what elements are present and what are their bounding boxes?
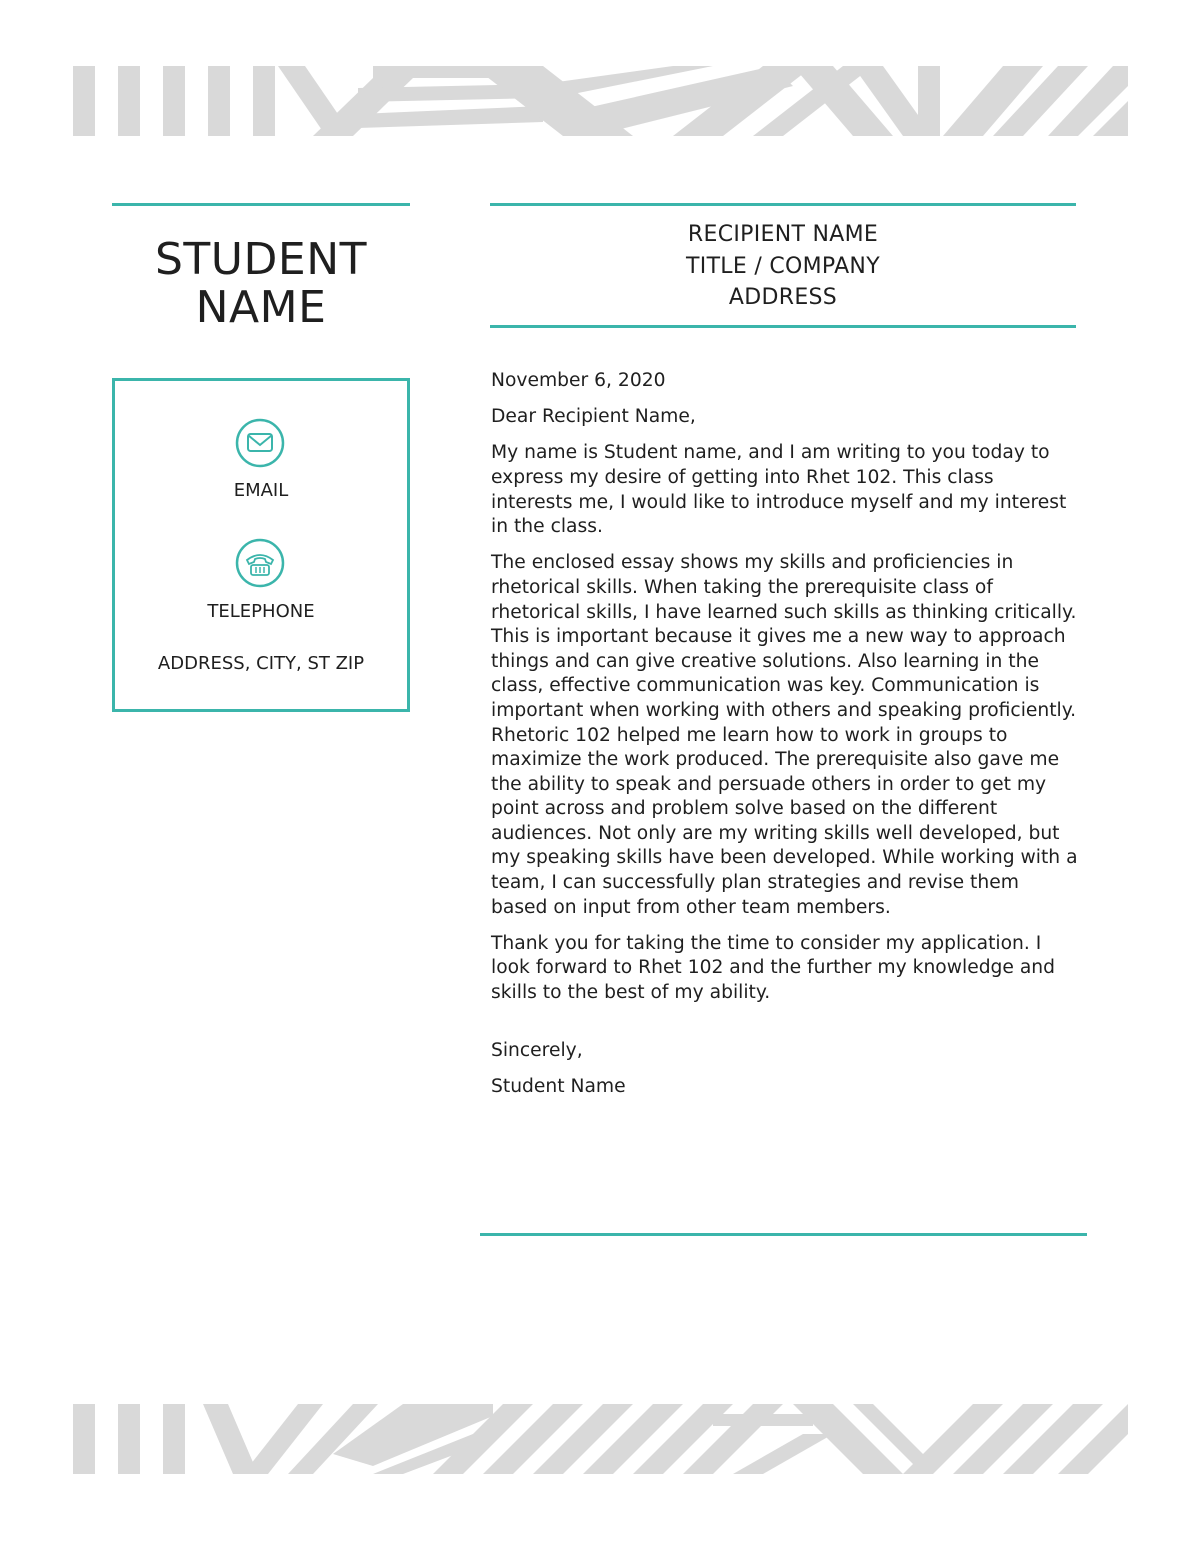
address-label: ADDRESS, CITY, ST ZIP bbox=[157, 653, 365, 674]
student-name-heading bbox=[112, 236, 410, 332]
recipient-title-company: TITLE / COMPANY bbox=[686, 253, 880, 279]
left-top-rule bbox=[112, 203, 410, 206]
recipient-address: ADDRESS bbox=[728, 285, 838, 310]
letter-signature: Student Name bbox=[491, 1076, 626, 1098]
envelope-icon bbox=[235, 418, 285, 468]
letter-salutation: Dear Recipient Name, bbox=[491, 406, 696, 428]
letter-paragraph: My name is Student name, and I am writing to you today to express my desire of getting into Rhet 102. This class interests me, I would like to introduce myself and my interest in the class. bbox=[491, 442, 1067, 538]
footer-decorative-band bbox=[73, 1404, 1128, 1474]
telephone-icon bbox=[235, 538, 285, 588]
letter-bottom-rule bbox=[480, 1233, 1087, 1236]
letter-date: November 6, 2020 bbox=[491, 370, 666, 391]
footer-band-pattern bbox=[73, 1404, 1128, 1474]
letter-closing: Sincerely, bbox=[491, 1040, 583, 1062]
contact-info-box bbox=[112, 378, 410, 712]
recipient-bottom-rule bbox=[490, 325, 1076, 328]
student-name-line2: NAME bbox=[195, 282, 327, 333]
letter-spacer bbox=[491, 1017, 1081, 1039]
letter-paragraph: The enclosed essay shows my skills and proficiencies in rhetorical skills. When taking the prerequisite class of rhetorical skills, I have learned such skills as thinking critically. This is important because it gives me a new way to approach things and can give creative solutions. Also learning in the class, effective communication was key. Communication is important when working with others and speaking proficiently. Rhetoric 102 helped me learn how to work in groups to maximize the work produced. The prerequisite also gave me the ability to speak and persuade others in order to get my point across and problem solve based on the different audiences. Not only are my writing skills well developed, but my speaking skills have been developed. While working with a team, I can successfully plan strategies and revise them based on input from other team members. bbox=[491, 552, 1078, 918]
letter-body bbox=[491, 369, 1081, 1112]
header-band-pattern bbox=[73, 66, 1128, 136]
header-decorative-band bbox=[73, 66, 1128, 136]
recipient-block bbox=[490, 219, 1076, 314]
recipient-top-rule bbox=[490, 203, 1076, 206]
telephone-label: TELEPHONE bbox=[207, 601, 315, 622]
email-label: EMAIL bbox=[233, 480, 289, 501]
letter-paragraph: Thank you for taking the time to consider my application. I look forward to Rhet 102 and the further my knowledge and skills to the best of my ability. bbox=[491, 932, 1056, 1004]
recipient-name: RECIPIENT NAME bbox=[687, 222, 879, 247]
student-name-line1: STUDENT bbox=[155, 234, 367, 285]
